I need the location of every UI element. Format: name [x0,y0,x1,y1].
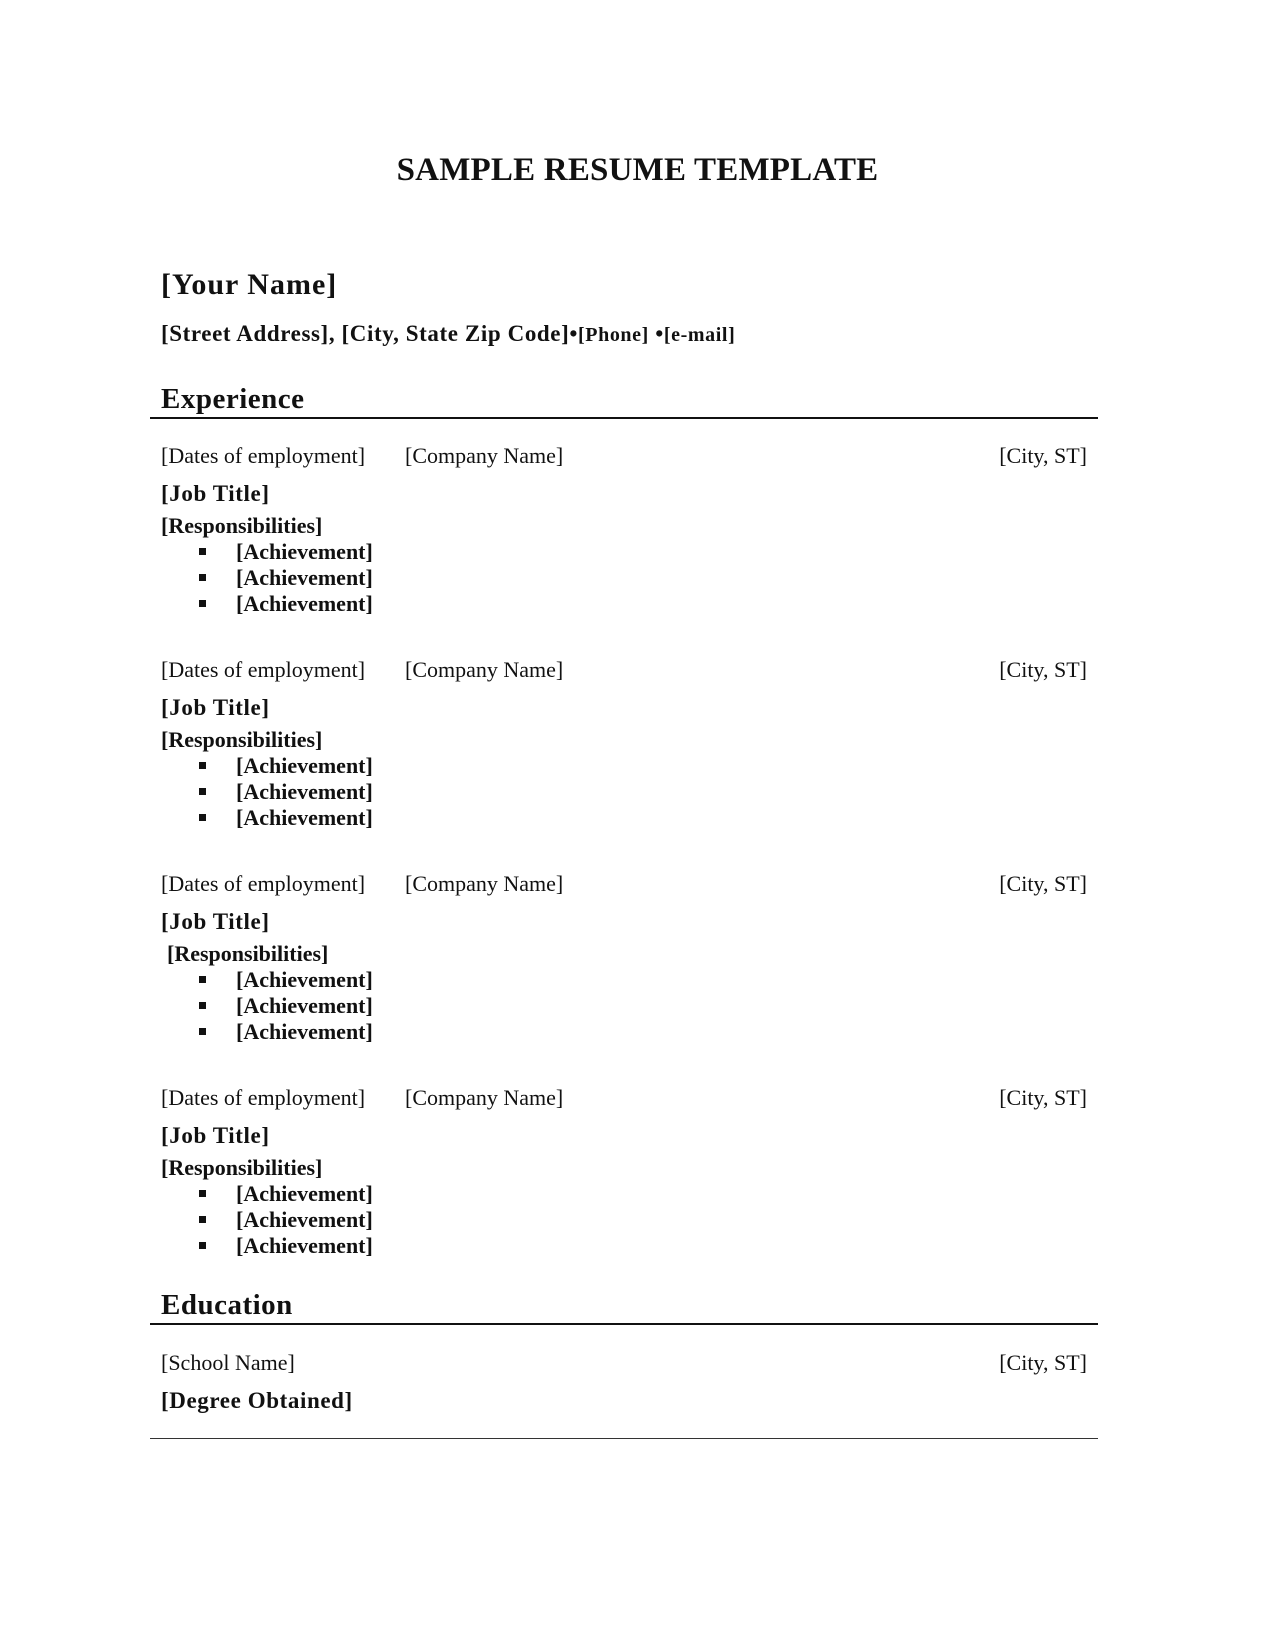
job-location: [City, ST] [999,443,1087,468]
bottom-divider [150,1438,1098,1439]
experience-heading: Experience [161,383,305,415]
job-company: [Company Name] [405,657,564,682]
job-location: [City, ST] [999,871,1087,896]
square-bullet-icon [199,1028,206,1035]
square-bullet-icon [199,574,206,581]
achievement-label: [Achievement] [236,1019,373,1044]
applicant-name: [Your Name] [161,268,338,301]
contact-separator: • [569,321,579,346]
contact-separator: • [655,321,664,346]
achievement-label: [Achievement] [236,1207,373,1232]
job-title: [Job Title] [161,909,270,934]
achievement-label: [Achievement] [236,565,373,590]
job-entry [0,443,1275,643]
square-bullet-icon [199,814,206,821]
education-entry [0,1350,1275,1430]
square-bullet-icon [199,1242,206,1249]
achievement-label: [Achievement] [236,805,373,830]
achievement-label: [Achievement] [236,967,373,992]
experience-divider [150,417,1098,419]
job-responsibilities: [Responsibilities] [161,1155,323,1180]
job-dates: [Dates of employment] [161,443,366,468]
achievement-label: [Achievement] [236,753,373,778]
job-title: [Job Title] [161,481,270,506]
job-entry [0,871,1275,1071]
square-bullet-icon [199,788,206,795]
square-bullet-icon [199,600,206,607]
square-bullet-icon [199,976,206,983]
job-responsibilities: [Responsibilities] [161,513,323,538]
job-responsibilities: [Responsibilities] [167,941,329,966]
job-entry [0,657,1275,857]
achievement-label: [Achievement] [236,1181,373,1206]
contact-line [161,321,735,347]
job-title: [Job Title] [161,695,270,720]
achievement-label: [Achievement] [236,539,373,564]
job-responsibilities: [Responsibilities] [161,727,323,752]
achievement-label: [Achievement] [236,591,373,616]
square-bullet-icon [199,1190,206,1197]
achievement-label: [Achievement] [236,993,373,1018]
square-bullet-icon [199,1216,206,1223]
job-dates: [Dates of employment] [161,1085,366,1110]
square-bullet-icon [199,1002,206,1009]
school-name: [School Name] [161,1350,295,1375]
email: [e-mail] [663,324,736,346]
job-dates: [Dates of employment] [161,657,366,682]
phone: [Phone] [578,324,649,346]
square-bullet-icon [199,548,206,555]
degree-obtained: [Degree Obtained] [161,1388,353,1413]
document-title: SAMPLE RESUME TEMPLATE [396,152,879,188]
school-location: [City, ST] [999,1350,1087,1375]
education-heading: Education [161,1289,293,1321]
job-location: [City, ST] [999,657,1087,682]
achievement-label: [Achievement] [236,1233,373,1258]
job-company: [Company Name] [405,443,564,468]
job-title: [Job Title] [161,1123,270,1148]
job-company: [Company Name] [405,1085,564,1110]
job-location: [City, ST] [999,1085,1087,1110]
job-company: [Company Name] [405,871,564,896]
achievement-label: [Achievement] [236,779,373,804]
job-dates: [Dates of employment] [161,871,366,896]
education-divider [150,1323,1098,1325]
job-entry [0,1085,1275,1285]
street-address: [Street Address], [City, State Zip Code] [161,321,570,346]
square-bullet-icon [199,762,206,769]
